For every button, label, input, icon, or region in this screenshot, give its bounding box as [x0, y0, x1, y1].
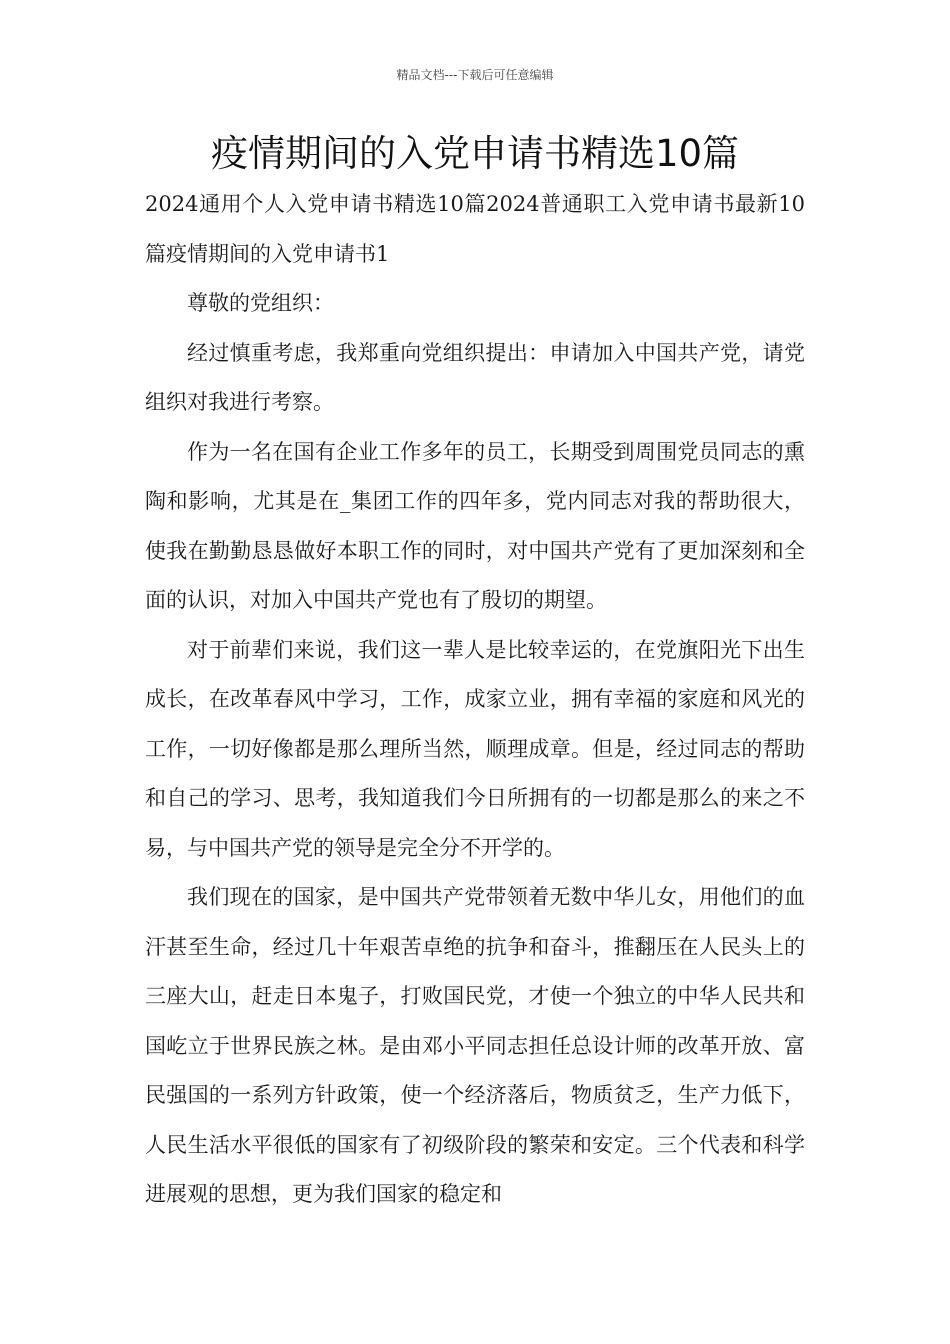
page-header: 精品文档---下载后可任意编辑: [396, 68, 554, 82]
document-title: 疫情期间的入党申请书精选10篇: [210, 132, 740, 175]
body-paragraph: 作为一名在国有企业工作多年的员工，长期受到周围党员同志的熏陶和影响，尤其是在_集团工作的四年多，党内同志对我的帮助很大，使我在勤勤恳恳做好本职工作的同时，对中国共产党有了更加深刻和全面的认识，对加入中国共产党也有了殷切的期望。: [145, 439, 805, 612]
body-paragraph: 对于前辈们来说，我们这一辈人是比较幸运的，在党旗阳光下出生成长，在改革春风中学习，工作，成家立业，拥有幸福的家庭和风光的工作，一切好像都是那么理所当然，顺理成章。但是，经过同志的帮助和自己的学习、思考，我知道我们今日所拥有的一切都是那么的来之不易，与中国共产党的领导是完全分不开学的。: [145, 637, 805, 860]
salutation: 尊敬的党组织：: [187, 291, 334, 315]
body-paragraph: 我们现在的国家，是中国共产党带领着无数中华儿女，用他们的血汗甚至生命，经过几十年艰苦卓绝的抗争和奋斗，推翻压在人民头上的三座大山，赶走日本鬼子，打败国民党，才使一个独立的中华人民共和国屹立于世界民族之林。是由邓小平同志担任总设计师的改革开放、富民强国的一系列方针政策，使一个经济落后，物质贫乏，生产力低下，人民生活水平很低的国家有了初级阶段的繁荣和安定。三个代表和科学进展观的思想，更为我们国家的稳定和: [145, 885, 805, 1206]
document-body: [145, 180, 805, 1220]
body-paragraph: 经过慎重考虑，我郑重向党组织提出：申请加入中国共产党，请党组织对我进行考察。: [145, 340, 805, 414]
intro-paragraph: 2024通用个人入党申请书精选10篇2024普通职工入党申请书最新10篇疫情期间的入党申请书1: [145, 192, 805, 266]
